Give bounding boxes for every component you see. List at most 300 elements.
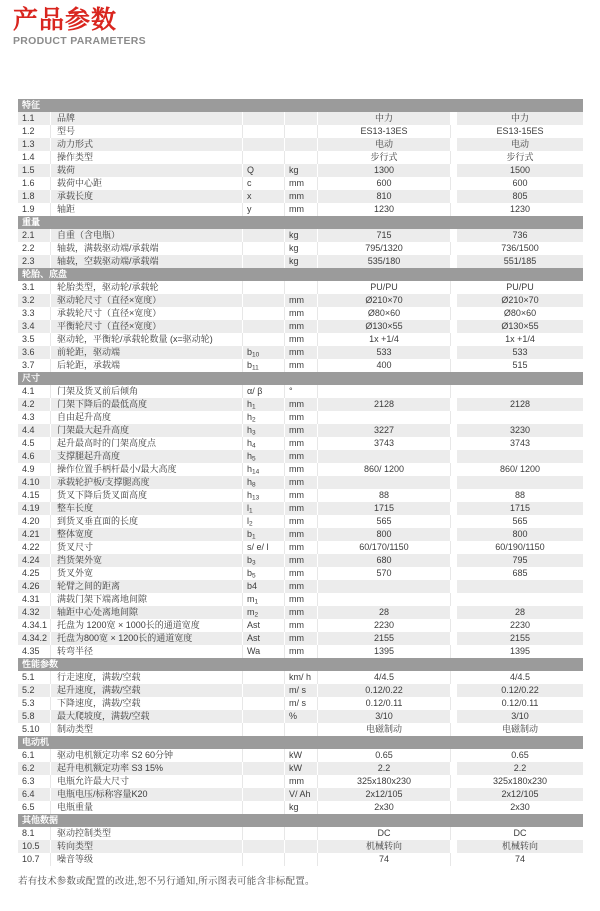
row-value-1: 0.12/0.22 xyxy=(318,684,451,697)
row-no: 4.22 xyxy=(18,541,51,554)
row-unit xyxy=(285,853,318,866)
row-value-2: 3/10 xyxy=(457,710,583,723)
row-symbol: Wa xyxy=(243,645,285,658)
row-no: 4.25 xyxy=(18,567,51,580)
row-no: 4.2 xyxy=(18,398,51,411)
row-symbol: $h_1$ xyxy=(243,398,285,411)
row-unit: ° xyxy=(285,385,318,398)
row-no: 4.3 xyxy=(18,411,51,424)
row-symbol xyxy=(243,853,285,866)
row-label: 驱动轮尺寸（直径×宽度） xyxy=(51,294,243,307)
row-symbol xyxy=(243,125,285,138)
row-no: 1.6 xyxy=(18,177,51,190)
row-no: 6.4 xyxy=(18,788,51,801)
row-value-1: PU/PU xyxy=(318,281,451,294)
row-unit xyxy=(285,723,318,736)
row-value-2: 0.65 xyxy=(457,749,583,762)
row-label: 挡货架外宽 xyxy=(51,554,243,567)
row-value-1: 325x180x230 xyxy=(318,775,451,788)
table-row xyxy=(18,203,583,216)
row-symbol xyxy=(243,307,285,320)
row-no: 4.10 xyxy=(18,476,51,489)
row-value-2: Ø80×60 xyxy=(457,307,583,320)
row-value-2: 2x30 xyxy=(457,801,583,814)
table-row xyxy=(18,489,583,502)
row-value-1: 565 xyxy=(318,515,451,528)
table-row xyxy=(18,762,583,775)
table-row xyxy=(18,463,583,476)
row-symbol: $h_5$ xyxy=(243,450,285,463)
row-symbol xyxy=(243,697,285,710)
row-value-1: 535/180 xyxy=(318,255,451,268)
row-value-2: 中力 xyxy=(457,112,583,125)
table-row xyxy=(18,476,583,489)
row-value-1: 0.65 xyxy=(318,749,451,762)
row-value-2: 565 xyxy=(457,515,583,528)
row-symbol: $b_3$ xyxy=(243,554,285,567)
row-value-2: 2x12/105 xyxy=(457,788,583,801)
table-row xyxy=(18,645,583,658)
table-row xyxy=(18,307,583,320)
row-no: 8.1 xyxy=(18,827,51,840)
row-value-2 xyxy=(457,450,583,463)
row-value-2: 74 xyxy=(457,853,583,866)
row-label: 轴距中心处离地间隙 xyxy=(51,606,243,619)
row-unit: m/ s xyxy=(285,697,318,710)
row-symbol xyxy=(243,710,285,723)
row-value-1 xyxy=(318,450,451,463)
table-row xyxy=(18,853,583,866)
row-symbol xyxy=(243,242,285,255)
row-value-1: 3/10 xyxy=(318,710,451,723)
row-symbol xyxy=(243,749,285,762)
row-value-1: 1230 xyxy=(318,203,451,216)
row-label: 前轮距，驱动端 xyxy=(51,346,243,359)
row-unit: kg xyxy=(285,164,318,177)
table-row xyxy=(18,528,583,541)
row-symbol: $b_{11}$ xyxy=(243,359,285,372)
table-row xyxy=(18,619,583,632)
row-no: 4.24 xyxy=(18,554,51,567)
row-symbol: $b_1$ xyxy=(243,528,285,541)
row-no: 5.3 xyxy=(18,697,51,710)
table-row xyxy=(18,177,583,190)
row-label: 到货叉垂直面的长度 xyxy=(51,515,243,528)
row-value-2: DC xyxy=(457,827,583,840)
row-unit: mm xyxy=(285,502,318,515)
row-no: 4.31 xyxy=(18,593,51,606)
row-value-2: 1500 xyxy=(457,164,583,177)
row-value-2 xyxy=(457,385,583,398)
row-label: 承载轮尺寸（直径×宽度） xyxy=(51,307,243,320)
table-row xyxy=(18,775,583,788)
row-no: 1.5 xyxy=(18,164,51,177)
row-no: 4.34.2 xyxy=(18,632,51,645)
row-unit xyxy=(285,827,318,840)
row-unit: mm xyxy=(285,424,318,437)
row-no: 6.2 xyxy=(18,762,51,775)
section-header: 性能参数 xyxy=(18,658,583,671)
row-unit: mm xyxy=(285,567,318,580)
row-value-2: 800 xyxy=(457,528,583,541)
row-value-2: 机械转向 xyxy=(457,840,583,853)
row-value-2: 795 xyxy=(457,554,583,567)
row-no: 1.9 xyxy=(18,203,51,216)
row-value-2: 685 xyxy=(457,567,583,580)
row-value-2 xyxy=(457,593,583,606)
row-no: 2.3 xyxy=(18,255,51,268)
row-symbol: $l_2$ xyxy=(243,515,285,528)
row-symbol xyxy=(243,138,285,151)
row-label: 货叉外宽 xyxy=(51,567,243,580)
table-row xyxy=(18,281,583,294)
footer-disclaimer: 若有技术参数或配置的改进,恕不另行通知,所示图表可能含非标配置。 xyxy=(18,876,315,887)
row-value-2: 736/1500 xyxy=(457,242,583,255)
row-unit: mm xyxy=(285,190,318,203)
row-value-2: PU/PU xyxy=(457,281,583,294)
row-unit xyxy=(285,151,318,164)
row-label: 自由起升高度 xyxy=(51,411,243,424)
row-value-1: 步行式 xyxy=(318,151,451,164)
row-value-1: 533 xyxy=(318,346,451,359)
row-value-2: 1395 xyxy=(457,645,583,658)
row-value-1: 860/ 1200 xyxy=(318,463,451,476)
table-row xyxy=(18,684,583,697)
section-header: 电动机 xyxy=(18,736,583,749)
row-unit: kg xyxy=(285,255,318,268)
table-row xyxy=(18,359,583,372)
row-symbol: Ast xyxy=(243,619,285,632)
row-symbol xyxy=(243,112,285,125)
row-unit: mm xyxy=(285,346,318,359)
row-label: 托盘为 1200宽 × 1000长的通道宽度 xyxy=(51,619,243,632)
row-value-2: 4/4.5 xyxy=(457,671,583,684)
row-symbol xyxy=(243,671,285,684)
row-symbol: c xyxy=(243,177,285,190)
row-no: 3.3 xyxy=(18,307,51,320)
row-unit: mm xyxy=(285,333,318,346)
row-value-1: 2155 xyxy=(318,632,451,645)
row-symbol: x xyxy=(243,190,285,203)
table-row xyxy=(18,749,583,762)
row-value-1: Ø130×55 xyxy=(318,320,451,333)
table-row xyxy=(18,502,583,515)
row-no: 3.2 xyxy=(18,294,51,307)
row-value-2: 电动 xyxy=(457,138,583,151)
row-label: 货叉尺寸 xyxy=(51,541,243,554)
row-value-1: DC xyxy=(318,827,451,840)
row-value-2: 736 xyxy=(457,229,583,242)
row-value-1: 0.12/0.11 xyxy=(318,697,451,710)
row-unit: mm xyxy=(285,294,318,307)
parameters-table xyxy=(18,99,583,866)
row-symbol: $h_2$ xyxy=(243,411,285,424)
table-row xyxy=(18,320,583,333)
row-unit xyxy=(285,125,318,138)
row-value-2: 2230 xyxy=(457,619,583,632)
row-label: 电瓶重量 xyxy=(51,801,243,814)
row-value-1: 810 xyxy=(318,190,451,203)
row-label: 轮胎类型，驱动轮/承载轮 xyxy=(51,281,243,294)
row-no: 3.1 xyxy=(18,281,51,294)
row-value-1: 电磁制动 xyxy=(318,723,451,736)
table-row xyxy=(18,710,583,723)
row-symbol xyxy=(243,801,285,814)
row-value-2: Ø130×55 xyxy=(457,320,583,333)
row-value-2 xyxy=(457,580,583,593)
row-label: 载荷中心距 xyxy=(51,177,243,190)
table-row xyxy=(18,723,583,736)
row-symbol: $h_4$ xyxy=(243,437,285,450)
row-symbol xyxy=(243,294,285,307)
row-value-1: 4/4.5 xyxy=(318,671,451,684)
row-unit: m/ s xyxy=(285,684,318,697)
row-symbol xyxy=(243,333,285,346)
row-symbol: α/ β xyxy=(243,385,285,398)
row-value-2: 533 xyxy=(457,346,583,359)
page-title: 产品参数 xyxy=(13,6,118,34)
row-value-1: 28 xyxy=(318,606,451,619)
row-symbol xyxy=(243,788,285,801)
row-value-2: 88 xyxy=(457,489,583,502)
table-row xyxy=(18,567,583,580)
row-no: 3.7 xyxy=(18,359,51,372)
table-row xyxy=(18,580,583,593)
row-unit: mm xyxy=(285,307,318,320)
row-symbol xyxy=(243,840,285,853)
row-value-2: 1715 xyxy=(457,502,583,515)
row-unit: mm xyxy=(285,632,318,645)
row-symbol xyxy=(243,151,285,164)
row-unit: mm xyxy=(285,619,318,632)
row-symbol xyxy=(243,762,285,775)
row-symbol xyxy=(243,723,285,736)
row-label: 电瓶电压/标称容量K20 xyxy=(51,788,243,801)
row-unit: % xyxy=(285,710,318,723)
row-value-1: 74 xyxy=(318,853,451,866)
row-label: 载荷 xyxy=(51,164,243,177)
row-unit xyxy=(285,112,318,125)
row-label: 托盘为800宽 × 1200长的通道宽度 xyxy=(51,632,243,645)
row-unit: mm xyxy=(285,606,318,619)
row-symbol: $m_1$ xyxy=(243,593,285,606)
row-value-2: 515 xyxy=(457,359,583,372)
row-label: 货叉下降后货叉面高度 xyxy=(51,489,243,502)
table-row xyxy=(18,697,583,710)
row-label: 型号 xyxy=(51,125,243,138)
row-value-1: 680 xyxy=(318,554,451,567)
table-row xyxy=(18,346,583,359)
row-value-2: 551/185 xyxy=(457,255,583,268)
row-unit: mm xyxy=(285,203,318,216)
row-symbol: $l_1$ xyxy=(243,502,285,515)
row-value-2 xyxy=(457,411,583,424)
row-value-1: 2x12/105 xyxy=(318,788,451,801)
row-unit: kg xyxy=(285,801,318,814)
row-value-2: ES13-15ES xyxy=(457,125,583,138)
row-label: 轴距 xyxy=(51,203,243,216)
row-unit: mm xyxy=(285,450,318,463)
row-value-1: 2.2 xyxy=(318,762,451,775)
row-value-2: Ø210×70 xyxy=(457,294,583,307)
row-no: 6.1 xyxy=(18,749,51,762)
row-label: 整体宽度 xyxy=(51,528,243,541)
row-value-1: 中力 xyxy=(318,112,451,125)
row-symbol: $h_3$ xyxy=(243,424,285,437)
table-row xyxy=(18,229,583,242)
row-no: 4.19 xyxy=(18,502,51,515)
row-value-2: 1230 xyxy=(457,203,583,216)
row-symbol: $h_8$ xyxy=(243,476,285,489)
row-no: 10.7 xyxy=(18,853,51,866)
row-value-2: 1x +1/4 xyxy=(457,333,583,346)
row-label: 起升电机额定功率 S3 15% xyxy=(51,762,243,775)
table-row xyxy=(18,632,583,645)
row-label: 转弯半径 xyxy=(51,645,243,658)
row-label: 制动类型 xyxy=(51,723,243,736)
row-value-2: 2155 xyxy=(457,632,583,645)
row-unit: mm xyxy=(285,489,318,502)
row-no: 1.3 xyxy=(18,138,51,151)
row-value-1: 570 xyxy=(318,567,451,580)
row-value-1: 3227 xyxy=(318,424,451,437)
row-unit: mm xyxy=(285,359,318,372)
row-no: 4.32 xyxy=(18,606,51,619)
row-label: 电瓶允许最大尺寸 xyxy=(51,775,243,788)
row-value-2: 28 xyxy=(457,606,583,619)
row-symbol: s/ e/ l xyxy=(243,541,285,554)
row-label: 最大爬坡度，满载/空载 xyxy=(51,710,243,723)
row-unit: mm xyxy=(285,320,318,333)
row-symbol: Q xyxy=(243,164,285,177)
row-no: 6.3 xyxy=(18,775,51,788)
row-no: 5.8 xyxy=(18,710,51,723)
table-row xyxy=(18,385,583,398)
row-unit: mm xyxy=(285,593,318,606)
row-no: 4.35 xyxy=(18,645,51,658)
row-value-2: 2128 xyxy=(457,398,583,411)
row-unit: kW xyxy=(285,762,318,775)
row-no: 4.15 xyxy=(18,489,51,502)
row-no: 4.9 xyxy=(18,463,51,476)
row-no: 6.5 xyxy=(18,801,51,814)
row-unit: mm xyxy=(285,463,318,476)
table-row xyxy=(18,138,583,151)
row-no: 4.4 xyxy=(18,424,51,437)
section-header: 轮胎、底盘 xyxy=(18,268,583,281)
row-unit: mm xyxy=(285,515,318,528)
row-value-2: 电磁制动 xyxy=(457,723,583,736)
row-unit: mm xyxy=(285,398,318,411)
table-row xyxy=(18,255,583,268)
row-value-1 xyxy=(318,580,451,593)
section-header: 重量 xyxy=(18,216,583,229)
row-value-1: Ø80×60 xyxy=(318,307,451,320)
page-subtitle: PRODUCT PARAMETERS xyxy=(13,35,146,47)
row-no: 10.5 xyxy=(18,840,51,853)
row-value-2: 805 xyxy=(457,190,583,203)
row-label: 驱动电机额定功率 S2 60分钟 xyxy=(51,749,243,762)
row-unit: mm xyxy=(285,554,318,567)
row-unit: kW xyxy=(285,749,318,762)
table-row xyxy=(18,164,583,177)
row-label: 承载长度 xyxy=(51,190,243,203)
row-label: 驱动轮，平衡轮/承载轮数量 (x=驱动轮) xyxy=(51,333,243,346)
table-row xyxy=(18,593,583,606)
table-row xyxy=(18,190,583,203)
row-no: 4.26 xyxy=(18,580,51,593)
row-no: 1.2 xyxy=(18,125,51,138)
row-value-2 xyxy=(457,476,583,489)
row-unit xyxy=(285,281,318,294)
row-value-1: 400 xyxy=(318,359,451,372)
row-label: 操作位置手柄杆最小/最大高度 xyxy=(51,463,243,476)
row-label: 品牌 xyxy=(51,112,243,125)
row-symbol: b4 xyxy=(243,580,285,593)
row-symbol: $h_{14}$ xyxy=(243,463,285,476)
row-symbol: $b_{10}$ xyxy=(243,346,285,359)
row-value-1: 2x30 xyxy=(318,801,451,814)
row-unit: mm xyxy=(285,437,318,450)
row-symbol xyxy=(243,775,285,788)
row-value-2: 3743 xyxy=(457,437,583,450)
row-no: 3.4 xyxy=(18,320,51,333)
row-symbol: Ast xyxy=(243,632,285,645)
row-label: 下降速度，满载/空载 xyxy=(51,697,243,710)
row-value-1: 电动 xyxy=(318,138,451,151)
row-label: 驱动控制类型 xyxy=(51,827,243,840)
row-unit xyxy=(285,138,318,151)
row-label: 行走速度，满载/空载 xyxy=(51,671,243,684)
row-no: 1.8 xyxy=(18,190,51,203)
table-row xyxy=(18,606,583,619)
row-unit: mm xyxy=(285,528,318,541)
table-row xyxy=(18,554,583,567)
row-unit: mm xyxy=(285,775,318,788)
row-label: 轴载，空载驱动端/承载端 xyxy=(51,255,243,268)
row-no: 4.6 xyxy=(18,450,51,463)
row-no: 2.1 xyxy=(18,229,51,242)
row-value-2: 325x180x230 xyxy=(457,775,583,788)
section-header: 尺寸 xyxy=(18,372,583,385)
row-label: 轮臂之间的距离 xyxy=(51,580,243,593)
row-no: 1.4 xyxy=(18,151,51,164)
row-value-1 xyxy=(318,411,451,424)
row-symbol xyxy=(243,255,285,268)
row-label: 门架及货叉前后倾角 xyxy=(51,385,243,398)
row-label: 轴载，满载驱动端/承载端 xyxy=(51,242,243,255)
row-label: 转向类型 xyxy=(51,840,243,853)
row-no: 5.1 xyxy=(18,671,51,684)
table-row xyxy=(18,125,583,138)
row-no: 5.10 xyxy=(18,723,51,736)
row-no: 5.2 xyxy=(18,684,51,697)
section-header: 特征 xyxy=(18,99,583,112)
row-unit: mm xyxy=(285,411,318,424)
row-unit: mm xyxy=(285,177,318,190)
table-row xyxy=(18,424,583,437)
row-unit: mm xyxy=(285,541,318,554)
row-value-2: 步行式 xyxy=(457,151,583,164)
row-value-1: 600 xyxy=(318,177,451,190)
row-value-1: 3743 xyxy=(318,437,451,450)
row-value-2: 0.12/0.11 xyxy=(457,697,583,710)
row-unit xyxy=(285,840,318,853)
row-no: 4.21 xyxy=(18,528,51,541)
row-no: 3.6 xyxy=(18,346,51,359)
table-row xyxy=(18,294,583,307)
row-label: 满载门架下端离地间隙 xyxy=(51,593,243,606)
